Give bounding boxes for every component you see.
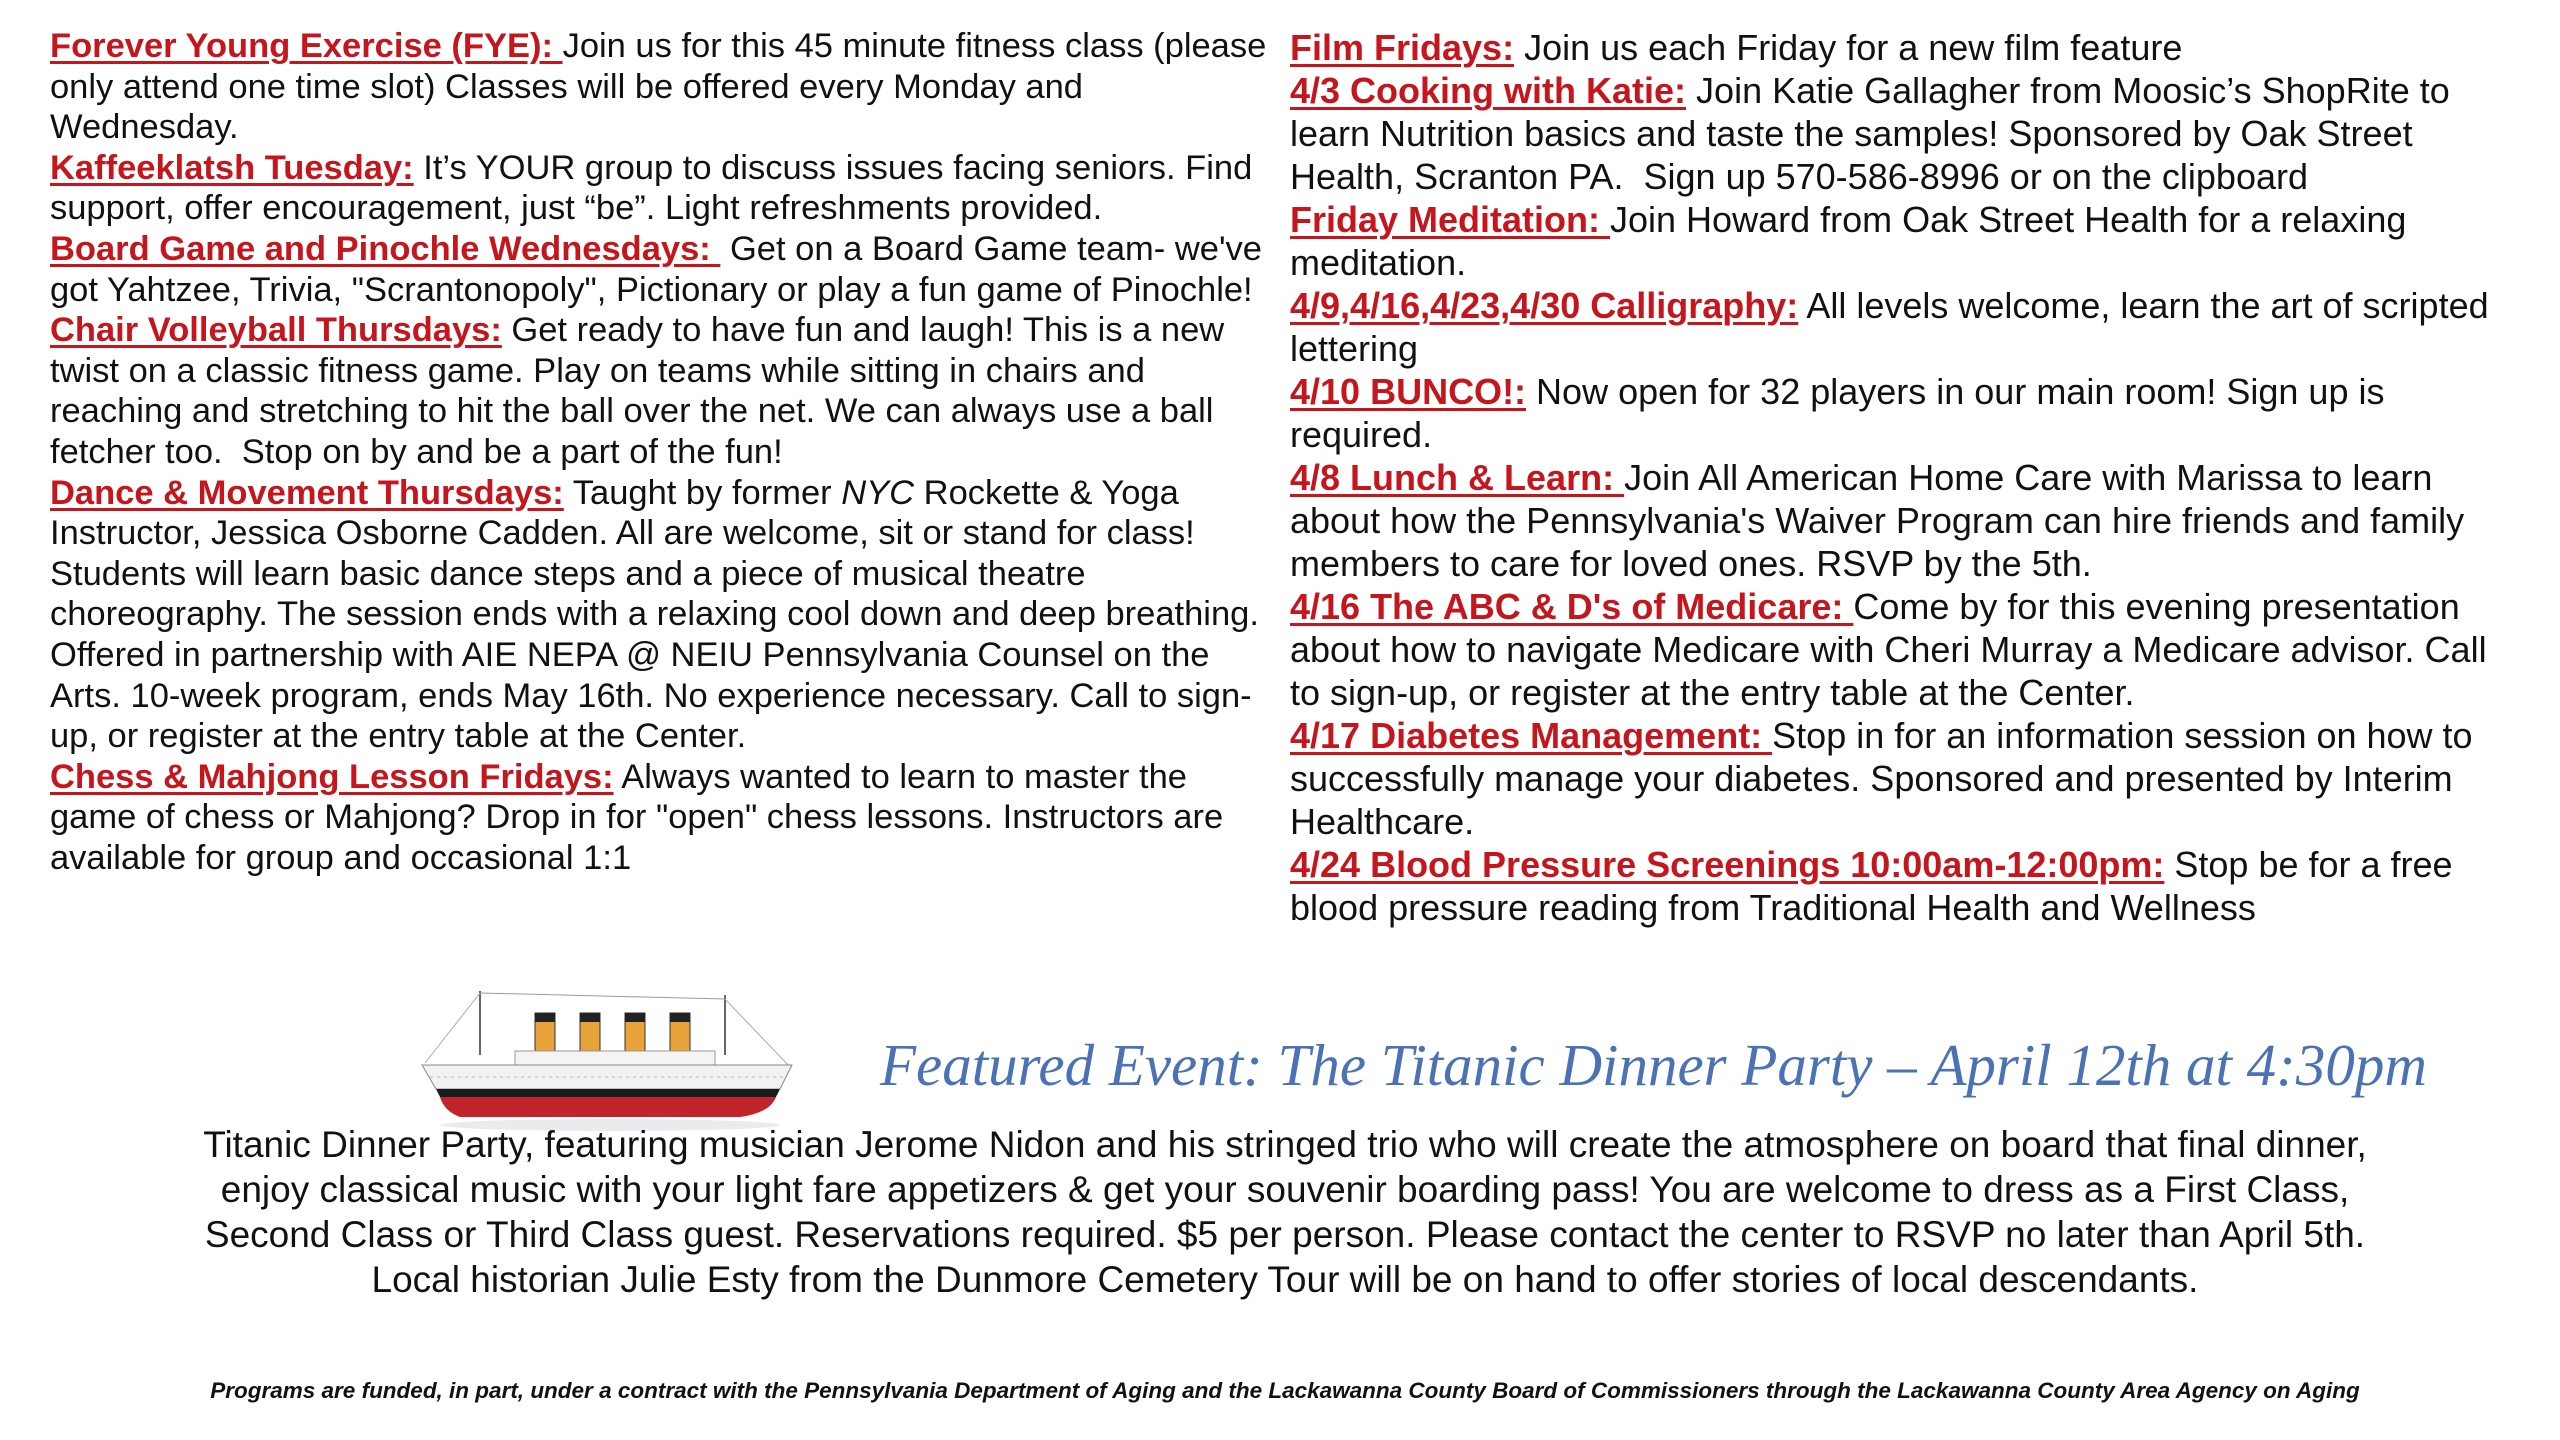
entry-lunch-learn [1290, 456, 2525, 585]
featured-line: enjoy classical music with your light fare appetizers & get your souvenir boarding pass! You are welcome to dress as a First Class, [220, 1169, 2350, 1210]
entry-title: 4/3 Cooking with Katie: [1290, 70, 1687, 111]
entry-title: 4/17 Diabetes Management: [1290, 715, 1773, 756]
entry-title: Friday Meditation: [1290, 199, 1611, 240]
featured-event-heading: Featured Event: The Titanic Dinner Party – April 12th at 4:30pm [880, 1032, 2427, 1098]
entry-board-game [50, 229, 1270, 310]
featured-line: Second Class or Third Class guest. Reservations required. $5 per person. Please contact the center to RSVP no later than April 5th. [204, 1214, 2366, 1255]
entry-text: Come by for this evening presentation about how to navigate Medicare with Cheri Murray a Medicare advisor. Call to sign-up, or register at the entry table at the Center. [1290, 586, 2497, 713]
funding-footer: Programs are funded, in part, under a contract with the Pennsylvania Department of Aging and the Lackawanna County Board of Commissioners through the Lackawanna County Area Agency on Aging [210, 1378, 2360, 1403]
entry-bunco [1290, 370, 2525, 456]
entry-title: 4/10 BUNCO!: [1290, 371, 1527, 412]
entry-text: Stop be for a free blood pressure reading from Traditional Health and Wellness [1290, 844, 2463, 928]
entry-dance-movement [50, 473, 1270, 757]
entry-title: 4/24 Blood Pressure Screenings 10:00am-12:00pm: [1290, 844, 2165, 885]
entry-chess-mahjong [50, 757, 1270, 879]
entry-text-italic: NYC [841, 473, 915, 512]
entry-text: Join Katie Gallagher from Moosic’s ShopRite to learn Nutrition basics and taste the samples! Sponsored by Oak Street Health, Scranton PA. Sign up 570-586-8996 or on the clipboard [1290, 70, 2460, 197]
entry-text: Always wanted to learn to master the game of chess or Mahjong? Drop in for "open" chess lessons. Instructors are available for group and occasional 1:1 [50, 757, 1233, 877]
left-column [50, 26, 1276, 878]
entry-forever-young [50, 26, 1276, 148]
entry-text: Get on a Board Game team- we've got Yahtzee, Trivia, "Scrantonopoly", Pictionary or play a fun game of Pinochle! [50, 229, 1272, 309]
entry-chair-volleyball [50, 310, 1270, 472]
entry-film-fridays [1290, 26, 2525, 69]
entry-text: Stop in for an information session on how to successfully manage your diabetes. Sponsored and presented by Interim Healthcare. [1290, 715, 2483, 842]
entry-text: It’s YOUR group to discuss issues facing seniors. Find support, offer encouragement, just “be”. Light refreshments provided. [50, 148, 1262, 228]
entry-cooking-katie [1290, 69, 2525, 198]
entry-title: Forever Young Exercise (FYE): [50, 27, 563, 65]
entry-text: Get ready to have fun and laugh! This is a new twist on a classic fitness game. Play on teams while sitting in chairs and reaching and stretching to hit the ball over the net. We can always use a ball fetcher too. Stop on by and be a part of the fun! [50, 311, 1234, 471]
right-column [1290, 26, 2525, 929]
entry-text: Join us each Friday for a new film feature [1514, 27, 2183, 68]
entry-title: 4/8 Lunch & Learn: [1290, 457, 1625, 498]
entry-title: 4/16 The ABC & D's of Medicare: [1290, 586, 1854, 627]
entry-diabetes [1290, 714, 2525, 843]
featured-line: Local historian Julie Esty from the Dunmore Cemetery Tour will be on hand to offer stories of local descendants. [371, 1259, 2199, 1300]
entry-text: Taught by former [563, 473, 842, 512]
featured-line: Titanic Dinner Party, featuring musician Jerome Nidon and his stringed trio who will create the atmosphere on board that final dinner, [203, 1124, 2367, 1165]
entry-blood-pressure [1290, 843, 2525, 929]
entry-medicare [1290, 585, 2525, 714]
entry-friday-meditation [1290, 198, 2525, 284]
entry-title: Film Fridays: [1290, 27, 1515, 68]
entry-text: Join us for this 45 minute fitness class (please only attend one time slot) Classes will be offered every Monday and Wednesday. [50, 27, 1276, 147]
entry-title: Board Game and Pinochle Wednesdays: [50, 229, 721, 268]
entry-kaffeeklatsh [50, 148, 1270, 229]
entry-title: Kaffeeklatsh Tuesday: [50, 148, 414, 187]
entry-title: Chess & Mahjong Lesson Fridays: [50, 757, 614, 796]
entry-text: Rockette & Yoga Instructor, Jessica Osborne Cadden. All are welcome, sit or stand for class! Students will learn basic dance steps and a piece of musical theatre choreography. The session ends with a relaxing cool down and deep breathing. Offered in partnership with AIE NEPA @ NEIU Pennsylvania Counsel on the Arts. 10-week program, ends May 16th. No experience necessary. Call to sign-up, or register at the entry table at the Center. [50, 473, 1269, 756]
ship-icon [420, 985, 795, 1135]
entry-text: Join Howard from Oak Street Health for a relaxing meditation. [1290, 199, 2417, 283]
featured-event-description [60, 1122, 2510, 1302]
entry-text: All levels welcome, learn the art of scripted lettering [1290, 285, 2499, 369]
entry-title: Dance & Movement Thursdays: [50, 473, 564, 512]
entry-calligraphy [1290, 284, 2525, 370]
entry-title: 4/9,4/16,4/23,4/30 Calligraphy: [1290, 285, 1799, 326]
entry-text: Now open for 32 players in our main room! Sign up is required. [1290, 371, 2395, 455]
entry-title: Chair Volleyball Thursdays: [50, 311, 502, 350]
entry-text: Join All American Home Care with Marissa to learn about how the Pennsylvania's Waiver Program can hire friends and family members to care for loved ones. RSVP by the 5th. [1290, 457, 2475, 584]
